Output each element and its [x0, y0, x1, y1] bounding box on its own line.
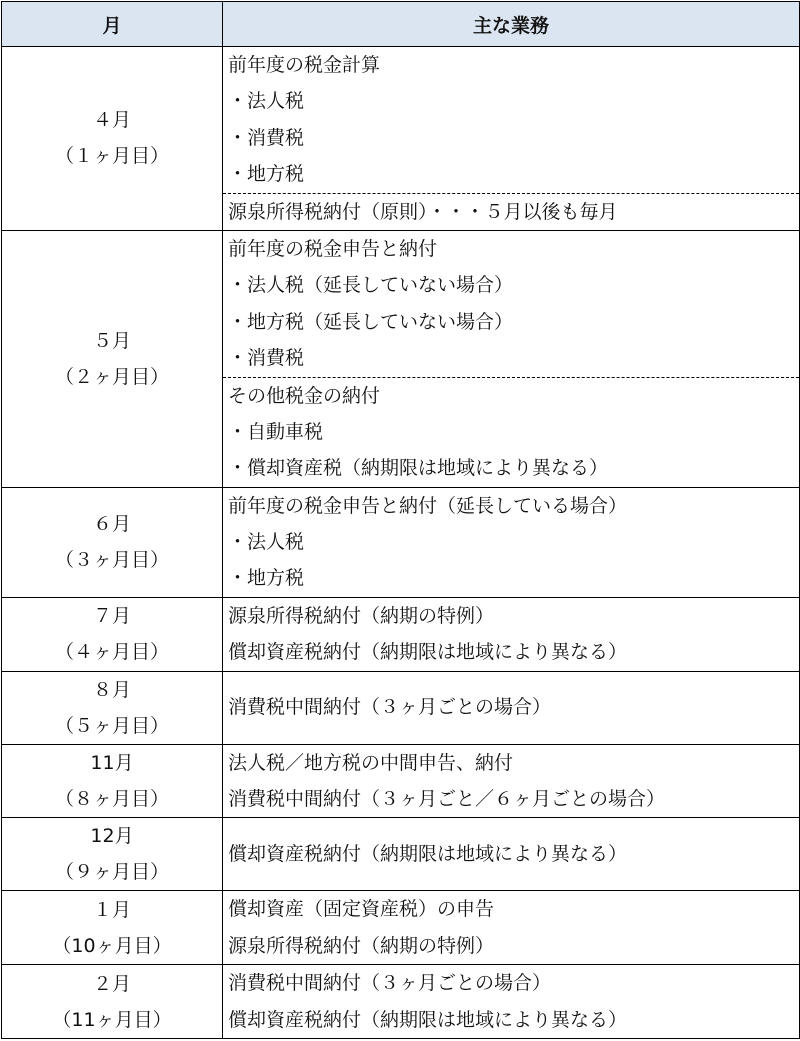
tasks-cell — [223, 597, 800, 671]
task-line: 消費税中間納付（３ヶ月ごとの場合） — [228, 696, 552, 719]
month-label: 12月 — [90, 825, 134, 848]
task-group — [223, 836, 799, 872]
month-cell — [2, 671, 223, 744]
table-row — [2, 818, 800, 891]
month-cell — [2, 230, 223, 487]
task-line: ・自動車税 — [228, 420, 324, 443]
task-line: 償却資産税納付（納期限は地域により異なる） — [228, 843, 628, 866]
task-line: 償却資産（固定資産税）の申告 — [228, 898, 495, 921]
tasks-cell — [223, 671, 800, 744]
task-line: ・償却資産税（納期限は地域により異なる） — [228, 457, 609, 480]
month-label: ７月 — [92, 605, 131, 628]
month-label: ８月 — [92, 678, 131, 701]
task-line: 消費税中間納付（３ヶ月ごと／６ヶ月ごとの場合） — [228, 788, 666, 811]
table-row — [2, 230, 800, 487]
month-cell — [2, 487, 223, 597]
month-label: 11月 — [90, 752, 134, 775]
month-ordinal-label: （３ヶ月目） — [54, 549, 169, 572]
month-ordinal-label: （５ヶ月目） — [54, 714, 169, 737]
task-line: 償却資産税納付（納期限は地域により異なる） — [228, 1008, 628, 1031]
task-line: ・消費税 — [228, 126, 305, 149]
month-label: １月 — [92, 898, 131, 921]
task-group — [223, 965, 799, 1038]
month-label: ５月 — [92, 329, 131, 352]
task-group — [223, 891, 799, 964]
month-cell — [2, 965, 223, 1039]
tasks-cell — [223, 230, 800, 487]
tasks-cell — [223, 487, 800, 597]
task-line: ・地方税 — [228, 163, 305, 186]
tasks-cell — [223, 47, 800, 231]
task-line: 償却資産税納付（納期限は地域により異なる） — [228, 641, 628, 664]
month-ordinal-label: （11ヶ月目） — [52, 1008, 172, 1031]
task-group — [223, 488, 799, 597]
task-group — [223, 193, 799, 230]
task-group — [223, 745, 799, 818]
month-cell — [2, 744, 223, 818]
task-line: 法人税／地方税の中間申告、納付 — [228, 751, 514, 774]
task-line: ・法人税 — [228, 531, 305, 554]
task-line: 前年度の税金申告と納付 — [228, 237, 438, 260]
table-row — [2, 671, 800, 744]
tasks-cell — [223, 891, 800, 965]
task-line: 消費税中間納付（３ヶ月ごとの場合） — [228, 972, 552, 995]
month-ordinal-label: （10ヶ月目） — [52, 934, 172, 957]
task-line: 源泉所得税納付（原則）・・・５月以後も毎月 — [228, 200, 618, 223]
month-ordinal-label: （８ヶ月目） — [54, 788, 169, 811]
tax-schedule-table — [1, 1, 800, 1039]
schedule-rows — [2, 47, 800, 1039]
task-line: 前年度の税金申告と納付（延長している場合） — [228, 494, 628, 517]
task-line: 源泉所得税納付（納期の特例） — [228, 934, 495, 957]
task-group — [223, 598, 799, 671]
table-row — [2, 965, 800, 1039]
month-ordinal-label: （２ヶ月目） — [54, 365, 169, 388]
task-line: ・消費税 — [228, 347, 305, 370]
task-line: ・法人税（延長していない場合） — [228, 274, 514, 297]
task-group — [223, 689, 799, 725]
task-line: ・地方税 — [228, 567, 305, 590]
task-line: 前年度の税金計算 — [228, 54, 381, 76]
tasks-cell — [223, 818, 800, 891]
tasks-column-header: 主な業務 — [223, 2, 800, 47]
header-row — [2, 2, 800, 47]
task-group — [223, 47, 799, 193]
table-row — [2, 744, 800, 818]
month-cell — [2, 891, 223, 965]
month-column-header: 月 — [2, 2, 223, 47]
month-label: ６月 — [92, 513, 131, 536]
tasks-cell — [223, 965, 800, 1039]
month-label: ２月 — [92, 972, 131, 995]
task-line: ・地方税（延長していない場合） — [228, 310, 514, 333]
task-group — [223, 231, 799, 377]
task-line: その他税金の納付 — [228, 384, 381, 407]
table-row — [2, 891, 800, 965]
month-ordinal-label: （９ヶ月目） — [54, 861, 169, 884]
table-row — [2, 487, 800, 597]
task-line: ・法人税 — [228, 90, 305, 113]
tasks-cell — [223, 744, 800, 818]
task-group — [223, 377, 799, 487]
month-label: ４月 — [92, 109, 131, 132]
month-cell — [2, 47, 223, 231]
table-row — [2, 47, 800, 231]
month-cell — [2, 818, 223, 891]
month-ordinal-label: （１ヶ月目） — [54, 145, 169, 168]
table-row — [2, 597, 800, 671]
month-cell — [2, 597, 223, 671]
month-ordinal-label: （４ヶ月目） — [54, 641, 169, 664]
task-line: 源泉所得税納付（納期の特例） — [228, 604, 495, 627]
